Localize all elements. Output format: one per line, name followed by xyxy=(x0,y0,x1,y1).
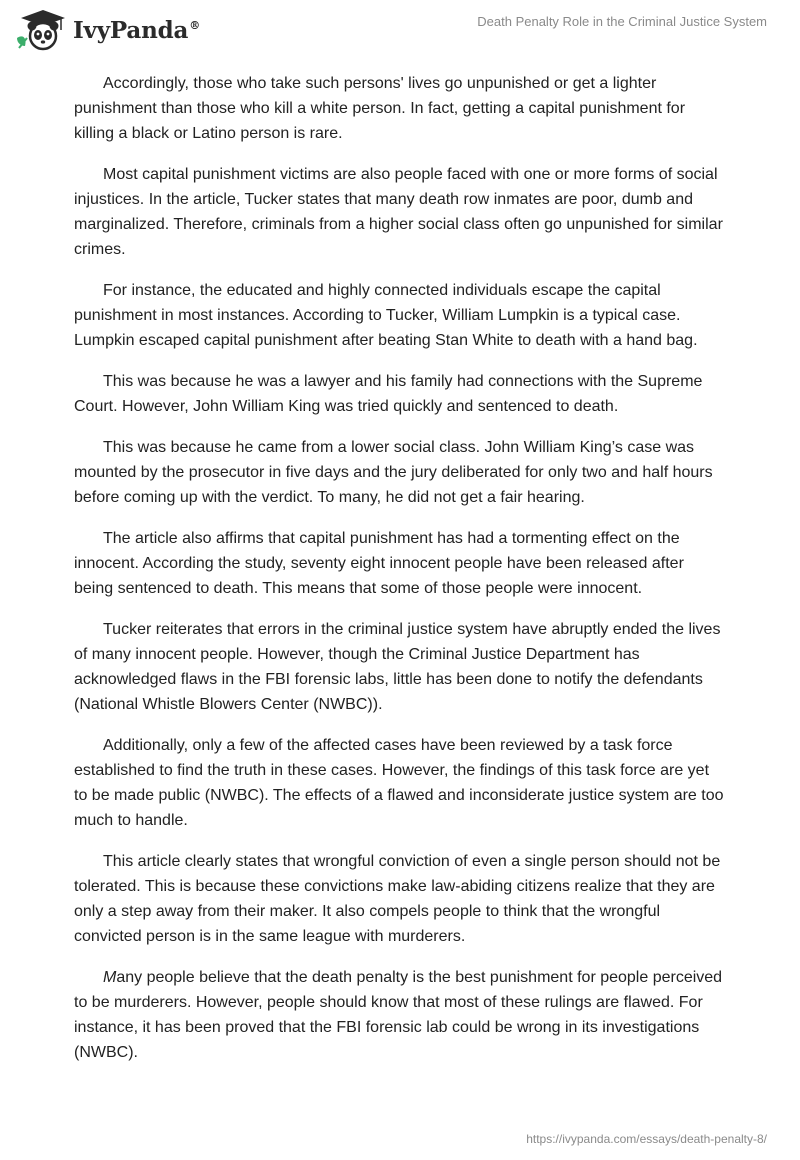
paragraph: Tucker reiterates that errors in the criminal justice system have abruptly ended the lives of many innocent people. However, though the Criminal Justice Department has acknowledged flaws in the FBI forensic labs, little has been done to notify the defendants (National Whistle Blowers Center (NWBC)). xyxy=(74,621,721,713)
paragraph: Most capital punishment victims are also people faced with one or more forms of social injustices. In the article, Tucker states that many death row inmates are poor, dumb and marginalized. Therefore, criminals from a higher social class often go unpunished for similar crimes. xyxy=(74,166,723,258)
paragraph: This article clearly states that wrongful conviction of even a single person should not be tolerated. This is because these convictions make law-abiding citizens realize that they are only a step away from their maker. It also compels people to think that the wrongful convicted person is in the same league with murderers. xyxy=(74,853,721,945)
ivypanda-logo[interactable] xyxy=(13,8,200,52)
page-header xyxy=(0,0,800,60)
paragraph: This was because he came from a lower social class. John William King’s case was mounted by the prosecutor in five days and the jury deliberated for only two and half hours before coming up with the verdict. To many, he did not get a fair hearing. xyxy=(74,439,713,506)
panda-graduate-icon xyxy=(13,8,69,52)
essay-body xyxy=(74,71,724,1081)
paragraph: Many people believe that the death penalty is the best punishment for people perceived to be murderers. However, people should know that most of these rulings are flawed. For instance, it has been proved that the FBI forensic lab could be wrong in its investigations (NWBC). xyxy=(74,969,723,1061)
document-title: Death Penalty Role in the Criminal Justice System xyxy=(477,14,767,29)
paragraph: For instance, the educated and highly connected individuals escape the capital punishment in most instances. According to Tucker, William Lumpkin is a typical case. Lumpkin escaped capital punishment after beating Stan White to death with a hand bag. xyxy=(74,282,698,349)
source-url[interactable]: https://ivypanda.com/essays/death-penalty-8/ xyxy=(526,1132,767,1146)
paragraph: Accordingly, those who take such persons' lives go unpunished or get a lighter punishment than those who kill a white person. In fact, getting a capital punishment for killing a black or Latino person is rare. xyxy=(74,75,686,142)
logo-wordmark: IvyPanda® xyxy=(73,16,200,44)
paragraph: The article also affirms that capital punishment has had a tormenting effect on the innocent. According the study, seventy eight innocent people have been released after being sentenced to death. This means that some of those people were innocent. xyxy=(74,530,684,597)
paragraph: Additionally, only a few of the affected cases have been reviewed by a task force established to find the truth in these cases. However, the findings of this task force are yet to be made public (NWBC). The effects of a flawed and inconsiderate justice system are too much to handle. xyxy=(74,737,724,829)
italic-initial: M xyxy=(103,969,117,986)
paragraph: This was because he was a lawyer and his family had connections with the Supreme Court. However, John William King was tried quickly and sentenced to death. xyxy=(74,373,703,415)
